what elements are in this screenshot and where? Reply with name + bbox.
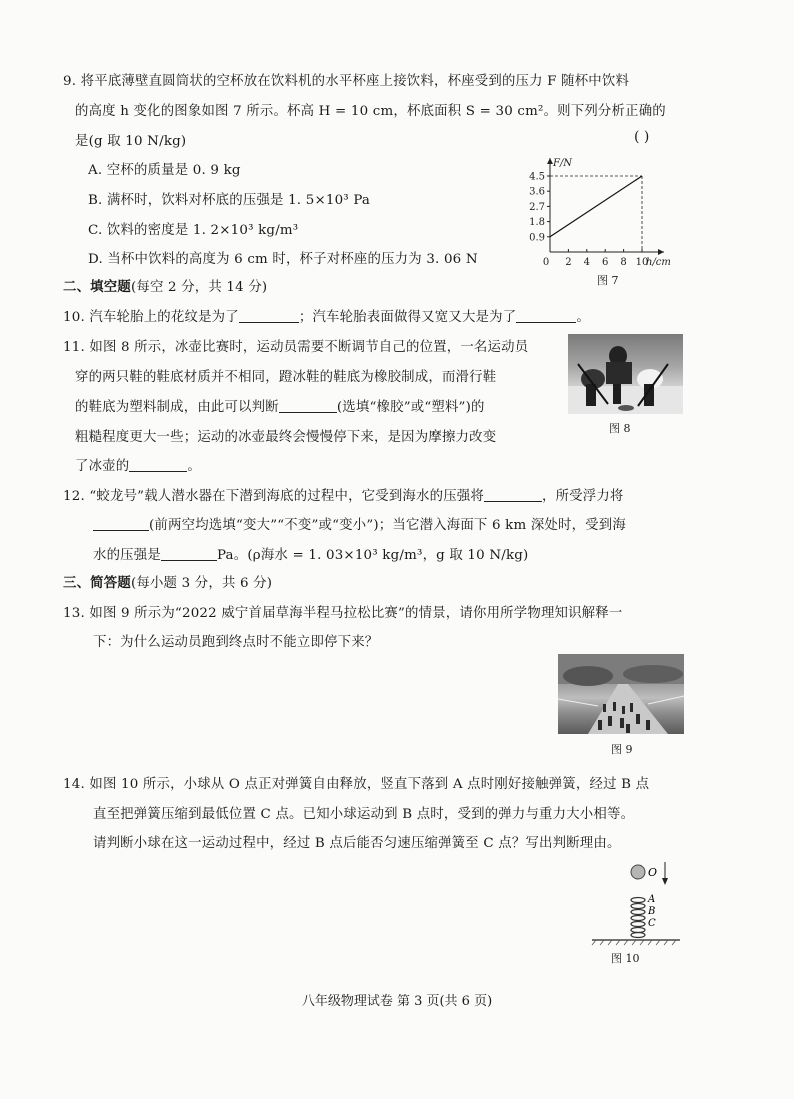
x-tick-label: 0 <box>542 257 550 268</box>
q13-line2: 下：为什么运动员跑到终点时不能立即停下来？ <box>93 635 379 650</box>
label-b: B <box>648 906 656 917</box>
q12-blank-1[interactable] <box>484 488 542 502</box>
q11-line5b: 。 <box>187 459 201 474</box>
q12-line3a: 水的压强是 <box>93 548 161 563</box>
section-3-heading <box>63 572 272 591</box>
q14-line1: 14. 如图 10 所示，小球从 O 点正对弹簧自由释放，竖直下落到 A 点时刚好接触弹簧，经过 B 点 <box>63 777 650 792</box>
y-tick-label: 2.7 <box>529 201 545 213</box>
q11-line4: 粗糙程度更大一些；运动的冰壶最终会慢慢停下来，是因为摩擦力改变 <box>75 430 497 445</box>
q14-line3: 请判断小球在这一运动过程中，经过 B 点后能否匀速压缩弹簧至 C 点？写出判断理由。 <box>93 836 621 851</box>
figure-10-caption: 图 10 <box>611 952 640 965</box>
figure-9-caption: 图 9 <box>611 743 633 756</box>
y-axis-label: F/N <box>553 158 573 169</box>
figure-8-curling-photo <box>568 334 683 414</box>
series-line <box>550 176 642 237</box>
q10-blank-2[interactable] <box>516 309 576 323</box>
x-tick-label: 4 <box>583 257 590 268</box>
q9-option-d: D. 当杯中饮料的高度为 6 cm 时，杯子对杯座的压力为 3. 06 N <box>88 252 478 267</box>
q11-line3b: (选填“橡胶”或“塑料”)的 <box>336 400 485 415</box>
spring <box>631 898 645 938</box>
x-tick-label: 10 <box>635 257 649 268</box>
q10-text-a: 10. 汽车轮胎上的花纹是为了 <box>63 310 239 325</box>
q9-option-b: B. 满杯时，饮料对杯底的压强是 1. 5×10³ Pa <box>88 193 371 208</box>
section-2-note: (每空 2 分，共 14 分) <box>130 280 268 295</box>
y-tick-label: 4.5 <box>529 171 545 183</box>
figure-7-caption: 图 7 <box>597 274 619 287</box>
label-o: O <box>648 866 658 879</box>
answer-bracket: ( ) <box>634 129 650 145</box>
q11-line3 <box>75 396 485 415</box>
q11-line1: 11. 如图 8 所示，冰壶比赛时，运动员需要不断调节自己的位置，一名运动员 <box>63 340 529 355</box>
q10-blank-1[interactable] <box>239 309 299 323</box>
section-2-heading <box>63 276 267 295</box>
x-tick-label: 8 <box>620 257 627 268</box>
figure-9-marathon-photo <box>558 654 684 734</box>
figure-7-chart <box>528 152 698 282</box>
q12-line1 <box>63 485 624 504</box>
q12-line2 <box>93 514 626 533</box>
section-3-title: 三、简答题 <box>63 576 131 591</box>
x-tick-label: 2 <box>565 257 572 268</box>
q12-blank-2[interactable] <box>93 517 149 531</box>
x-axis-arrow <box>658 249 664 255</box>
figure-10-spring-diagram <box>590 858 680 948</box>
q9-option-c: C. 饮料的密度是 1. 2×10³ kg/m³ <box>88 223 299 238</box>
q12-blank-3[interactable] <box>161 547 217 561</box>
q10-text-b: ；汽车轮胎表面做得又宽又大是为了 <box>298 310 517 325</box>
x-tick-label: 6 <box>602 257 609 268</box>
figure-8-caption: 图 8 <box>609 422 631 435</box>
q12-line3 <box>93 544 528 563</box>
q11-line5a: 了冰壶的 <box>75 459 130 474</box>
q11-line3a: 的鞋底为塑料制成，由此可以判断 <box>75 400 279 415</box>
section-3-note: (每小题 3 分，共 6 分) <box>130 576 273 591</box>
y-tick-label: 1.8 <box>529 217 545 229</box>
x-axis-label: h/cm <box>646 257 671 268</box>
q10-line <box>63 306 590 325</box>
label-a: A <box>648 894 656 905</box>
q9-option-a: A. 空杯的质量是 0. 9 kg <box>88 163 241 178</box>
q12-line2-text: (前两空均选填“变大”“不变”或“变小”)；当它潜入海面下 6 km 深处时，受到海 <box>149 518 626 533</box>
q9-line3: 是(g 取 10 N/kg) <box>75 134 187 149</box>
q9-line2: 的高度 h 变化的图象如图 7 所示。杯高 H = 10 cm，杯底面积 S = 30 cm²。则下列分析正确的 <box>75 104 666 119</box>
q12-line3b: Pa。(ρ海水 = 1. 03×10³ kg/m³，g 取 10 N/kg) <box>216 548 529 563</box>
label-c: C <box>648 918 656 929</box>
ball <box>631 865 645 879</box>
q11-line2: 穿的两只鞋的鞋底材质并不相同，蹬冰鞋的鞋底为橡胶制成，而滑行鞋 <box>75 370 497 385</box>
q9-line1: 9. 将平底薄壁直圆筒状的空杯放在饮料机的水平杯座上接饮料，杯座受到的压力 F 随杯中饮料 <box>63 74 630 89</box>
q11-blank-2[interactable] <box>129 458 187 472</box>
q13-line1: 13. 如图 9 所示为“2022 威宁首届草海半程马拉松比赛”的情景，请你用所学物理知识解释一 <box>63 606 623 621</box>
q10-text-c: 。 <box>576 310 590 325</box>
q11-line5 <box>75 455 201 474</box>
q11-blank-1[interactable] <box>279 399 337 413</box>
y-tick-label: 0.9 <box>529 232 545 244</box>
y-tick-label: 3.6 <box>529 186 545 198</box>
q14-line2: 直至把弹簧压缩到最低位置 C 点。已知小球运动到 B 点时，受到的弹力与重力大小相等。 <box>93 807 635 822</box>
q12-line1b: ，所受浮力将 <box>541 489 624 504</box>
q12-line1a: 12. “蛟龙号”载人潜水器在下潜到海底的过程中，它受到海水的压强将 <box>63 489 484 504</box>
page-footer: 八年级物理试卷 第 3 页(共 6 页) <box>301 994 493 1009</box>
section-2-title: 二、填空题 <box>63 280 131 295</box>
